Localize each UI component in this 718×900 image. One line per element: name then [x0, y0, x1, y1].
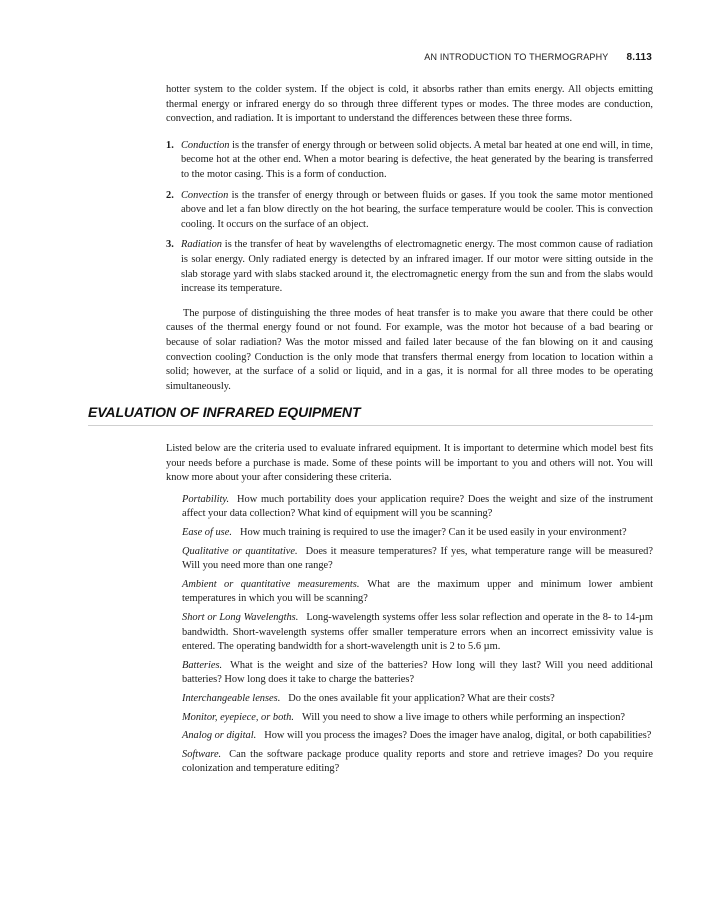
- mode-number: 3.: [166, 239, 174, 251]
- criterion-ambient-measurements: [182, 578, 653, 607]
- mode-description: is the transfer of energy through or between fluids or gases. If you took the same motor mentioned above and let a fan blow directly on the hot bearing, the surface temperature would be cooler. This is convection cooling. It occurs on the surface of an object.: [181, 189, 653, 230]
- heat-transfer-modes-list: [166, 139, 653, 297]
- criterion-text: Long-wavelength systems offer less solar reflection and operate in the 8- to 14-µm bandwidth. Short-wavelength systems offer smaller temperature errors when an incorrect emissivity value is entered. The operating bandwidth for a short-wavelength unit is 2 to 5.6 µm.: [182, 611, 653, 653]
- criterion-qualitative-quantitative: [182, 545, 653, 574]
- criterion-text: What is the weight and size of the batteries? How long will they last? Will you need additional batteries? How long does it take to charge the batteries?: [182, 659, 653, 686]
- section-intro-paragraph: Listed below are the criteria used to evaluate infrared equipment. It is important to determine which model best fits your needs before a purchase is made. Some of these points will be important to you and others will not. You will know more about your after considering these criteria.: [166, 443, 653, 484]
- criterion-text: What are the maximum upper and minimum lower ambient temperatures in which you will be scanning?: [182, 578, 653, 605]
- purpose-paragraph: The purpose of distinguishing the three modes of heat transfer is to make you aware that there could be other causes of the thermal energy found or not found. For example, was the motor hot because of a bad bearing or because of solar radiation? Was the motor missed and failed later because of the fan blowing on it and causing convection cooling? Conduction is the only mode that transfers thermal energy from location to location within a solid; however, at the surface of a solid or liquid, and in a gas, it is normal for all three modes to be operating simultaneously.: [166, 307, 653, 392]
- criterion-term: Short or Long Wavelengths.: [182, 611, 299, 623]
- mode-term: Radiation: [181, 239, 222, 251]
- criterion-text: Can the software package produce quality reports and store and retrieve images? Do you require colonization and temperature editing?: [182, 748, 653, 775]
- criterion-term: Interchangeable lenses.: [182, 692, 281, 704]
- page-number: 8.113: [626, 52, 652, 63]
- evaluation-block: [166, 442, 653, 781]
- criterion-software: [182, 748, 653, 777]
- intro-paragraph: hotter system to the colder system. If the object is cold, it absorbs rather than emits energy. All objects emitting thermal energy or infrared energy do so through three different types or modes. The three modes are conduction, convection, and radiation. It is important to understand the differences between these three forms.: [166, 84, 653, 125]
- section-divider: [88, 425, 653, 426]
- mode-item-convection: [166, 189, 653, 233]
- criterion-text: How much training is required to use the imager? Can it be used easily in your environment?: [239, 526, 627, 538]
- mode-description: is the transfer of heat by wavelengths of electromagnetic energy. The most common cause of radiation is solar energy. Only radiated energy is detected by an infrared imager. If our motor were sitting outside in the slab storage yard with slabs stacked around it, the electromagnetic energy from the sun and from the slabs would increase its temperature.: [181, 239, 653, 295]
- criterion-term: Software.: [182, 748, 222, 760]
- heat-transfer-block: [166, 83, 653, 394]
- criterion-term: Qualitative or quantitative.: [182, 545, 298, 557]
- criterion-term: Batteries.: [182, 659, 223, 671]
- mode-item-radiation: [166, 238, 653, 296]
- criterion-text: How much portability does your application require? Does the weight and size of the instrument affect your data collection? What kind of equipment will you be scanning?: [182, 493, 653, 520]
- section-heading: EVALUATION OF INFRARED EQUIPMENT: [88, 404, 361, 420]
- criterion-term: Ease of use.: [182, 526, 232, 538]
- mode-number: 2.: [166, 189, 174, 201]
- criterion-ease-of-use: [182, 526, 653, 541]
- mode-description: is the transfer of energy through or between solid objects. A metal bar heated at one end will, in time, become hot at the other end. When a motor bearing is defective, the heat generated by the bearing is transferred to the motor casing. This is a form of conduction.: [181, 139, 653, 180]
- criterion-text: Do the ones available fit your application? What are their costs?: [288, 692, 555, 704]
- running-header: [0, 52, 652, 63]
- criterion-term: Analog or digital.: [182, 730, 257, 742]
- mode-term: Convection: [181, 189, 229, 201]
- criterion-analog-digital: [182, 729, 653, 744]
- mode-number: 1.: [166, 139, 174, 151]
- criterion-term: Monitor, eyepiece, or both.: [182, 711, 294, 723]
- criterion-term: Ambient or quantitative measurements.: [182, 578, 360, 590]
- criterion-batteries: [182, 659, 653, 688]
- criterion-term: Portability.: [182, 493, 230, 505]
- criterion-text: Does it measure temperatures? If yes, what temperature range will be measured? Will you need more than one range?: [182, 545, 653, 572]
- criterion-portability: [182, 493, 653, 522]
- criterion-monitor-eyepiece: [182, 711, 653, 726]
- criterion-interchangeable-lenses: [182, 692, 653, 707]
- criteria-list: [166, 493, 653, 777]
- criterion-wavelengths: [182, 611, 653, 655]
- mode-item-conduction: [166, 139, 653, 183]
- mode-term: Conduction: [181, 139, 230, 151]
- running-head-title: AN INTRODUCTION TO THERMOGRAPHY: [424, 52, 609, 62]
- criterion-text: How will you process the images? Does the imager have analog, digital, or both capabilities?: [264, 730, 652, 742]
- criterion-text: Will you need to show a live image to others while performing an inspection?: [301, 711, 626, 723]
